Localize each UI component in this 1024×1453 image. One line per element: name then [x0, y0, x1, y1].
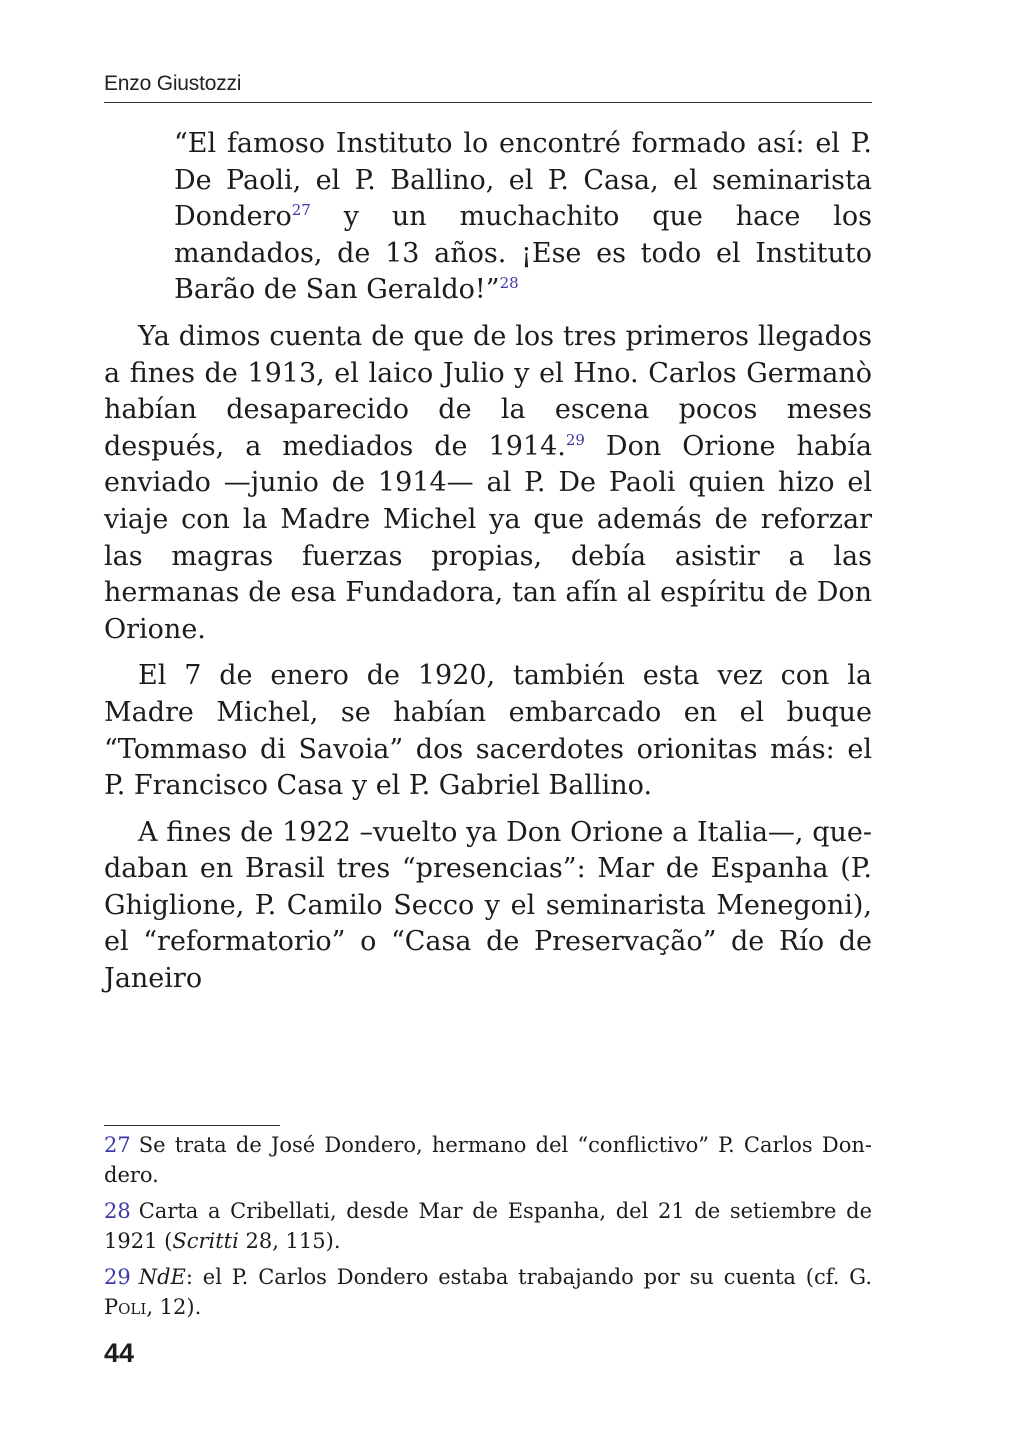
footnote-text: : el P. Carlos Dondero estaba trabajando por su cuenta (cf. G.: [185, 1265, 872, 1289]
footnote-number: 27: [104, 1133, 131, 1157]
footnote-ref-29[interactable]: 29: [565, 430, 585, 449]
body-text: [104, 126, 872, 998]
footnote-number: 29: [104, 1265, 131, 1289]
footnote-text: Se trata de José Dondero, hermano del “conflictivo” P. Carlos Dondero.: [104, 1133, 872, 1187]
page-number: 44: [104, 1338, 135, 1368]
paragraph-3: A fines de 1922 –vuelto ya Don Orione a Italia—, quedaban en Brasil tres “presencias”: Mar de Espanha (P. Ghiglione, P. Camilo Secco y el seminarista Menegoni), el “reformatorio” o “Casa de Preservação” de Río de Janeiro: [104, 816, 872, 995]
footnote-text: , 12).: [146, 1295, 202, 1319]
footnotes: [104, 1130, 872, 1328]
footnote-text: Carta a Cribellati, desde Mar de Espanha, del 21 de setiembre de 1921 (: [104, 1199, 872, 1253]
footnote-separator: [104, 1125, 280, 1126]
footnote-author-smallcaps: Poli: [104, 1295, 147, 1319]
paragraph-1: [104, 319, 872, 648]
footnote-text: 28, 115).: [238, 1229, 341, 1253]
footnote-ref-27[interactable]: 27: [291, 201, 311, 220]
quote-text: “El famoso Instituto lo encontré formado así: el P. De Paoli, el P. Ballino, el P. Casa, el seminarista Dondero: [174, 128, 872, 233]
footnote-28: [104, 1196, 872, 1256]
paragraph-2: El 7 de enero de 1920, también esta vez con la Madre Michel, se habían embarcado en el buque “Tommaso di Savoia” dos sacerdotes orionitas más: el P. Francisco Casa y el P. Gabriel Ballino.: [104, 660, 872, 802]
paragraph-text: Don Orione había enviado —junio de 1914— al P. De Paoli quien hizo el viaje con la Madre Michel ya que además de reforzar las magras fuerzas propias, debía asistir a las hermanas de esa Fundadora, tan afín al espíritu de Don Orione.: [104, 430, 872, 645]
footnote-number: 28: [104, 1199, 131, 1223]
footnote-ref-28[interactable]: 28: [499, 274, 519, 293]
footnote-italic-title: Scritti: [172, 1229, 239, 1253]
footnote-italic-abbrev: NdE: [138, 1265, 186, 1289]
footnote-29: [104, 1262, 872, 1322]
running-head-author: Enzo Giustozzi: [104, 72, 872, 103]
quote-text: y un muchachito que hace los mandados, de 13 años. ¡Ese es todo el Instituto Barão de San Geraldo!”: [174, 201, 872, 306]
block-quote: [174, 126, 872, 309]
footnote-27: [104, 1130, 872, 1190]
paragraph-text: Ya dimos cuenta de que de los tres primeros llegados a fines de 1913, el laico Julio y el Hno. Carlos Germanò habían desaparecido de la escena pocos meses después, a mediados de 1914.: [104, 320, 872, 462]
